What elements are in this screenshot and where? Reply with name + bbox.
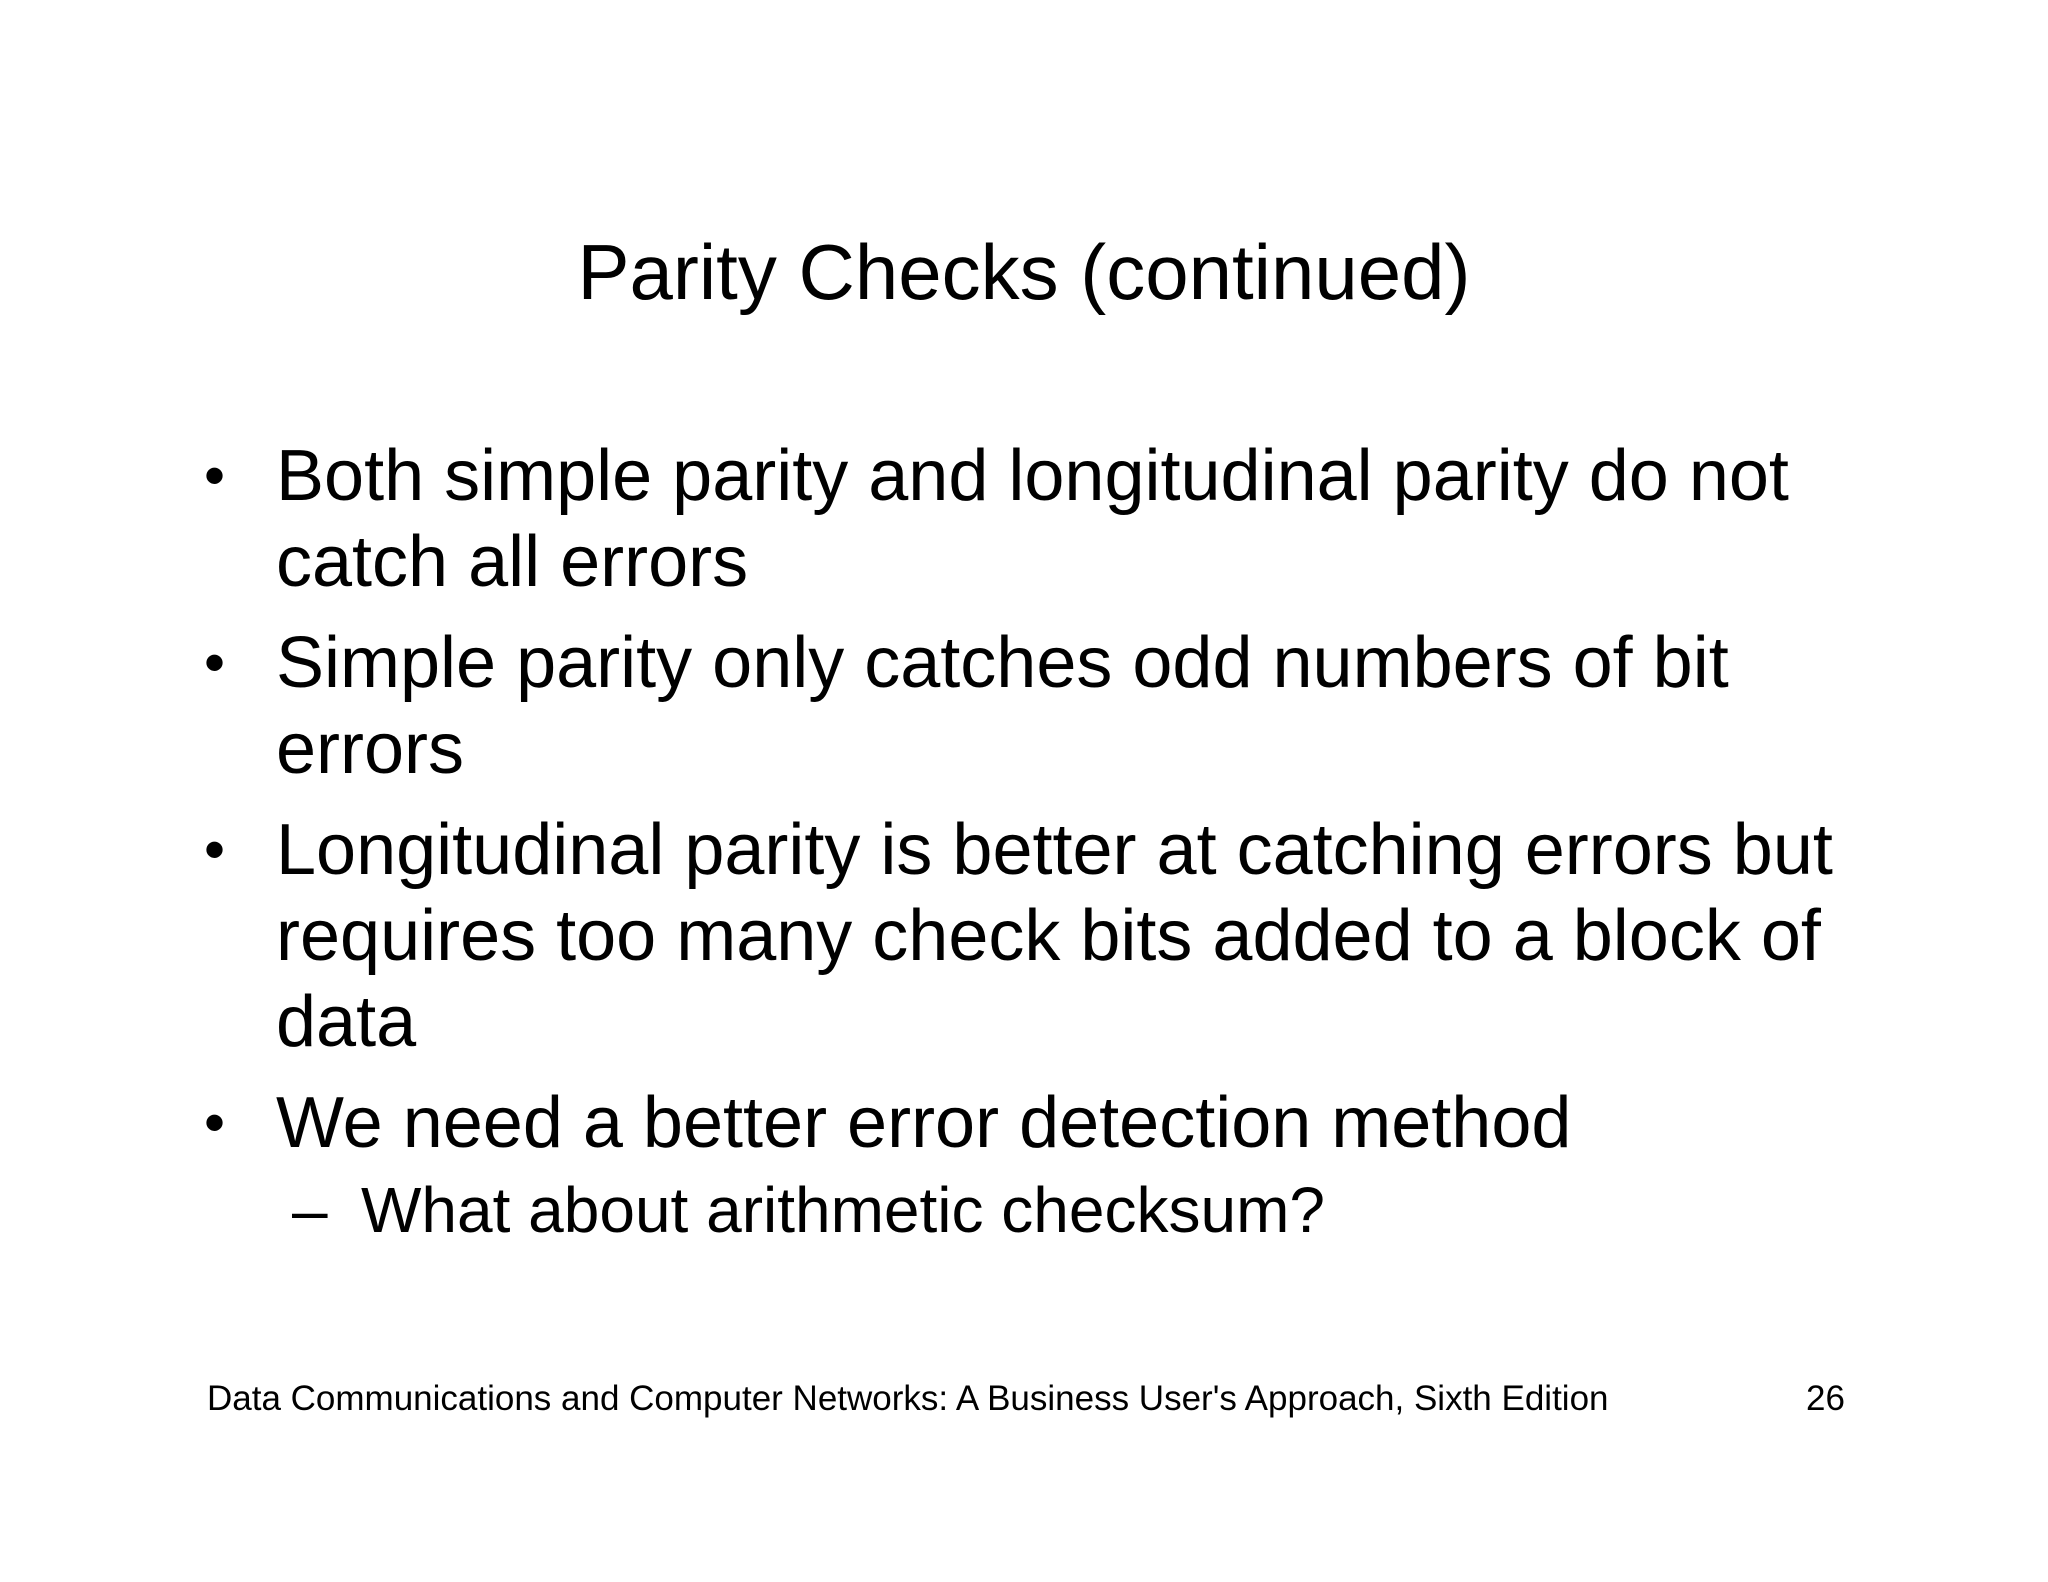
bullet-marker: • (204, 1089, 226, 1156)
slide-title: Parity Checks (continued) (577, 228, 1471, 316)
bullet-text: Simple parity only catches odd numbers of bit errors (276, 623, 1729, 789)
bullet-text: Both simple parity and longitudinal parity do not catch all errors (276, 436, 1789, 602)
bullet-item (204, 1080, 1864, 1166)
bullet-text: Longitudinal parity is better at catching errors but requires too many check bits added to a block of data (276, 810, 1833, 1062)
bullet-item (204, 620, 1864, 792)
bullet-text: We need a better error detection method (276, 1083, 1572, 1163)
page-number: 26 (1806, 1379, 1845, 1418)
bullet-item (204, 807, 1864, 1065)
sub-bullet-marker: – (292, 1174, 328, 1246)
bullet-marker: • (204, 442, 226, 509)
sub-bullet-item (204, 1170, 1864, 1250)
bullet-list (204, 433, 1864, 1250)
slide-footer: Data Communications and Computer Networks: A Business User's Approach, Sixth Edition (207, 1379, 1609, 1418)
bullet-item (204, 433, 1864, 605)
sub-bullet-text: What about arithmetic checksum? (361, 1174, 1325, 1246)
bullet-marker: • (204, 629, 226, 696)
bullet-marker: • (204, 816, 226, 883)
